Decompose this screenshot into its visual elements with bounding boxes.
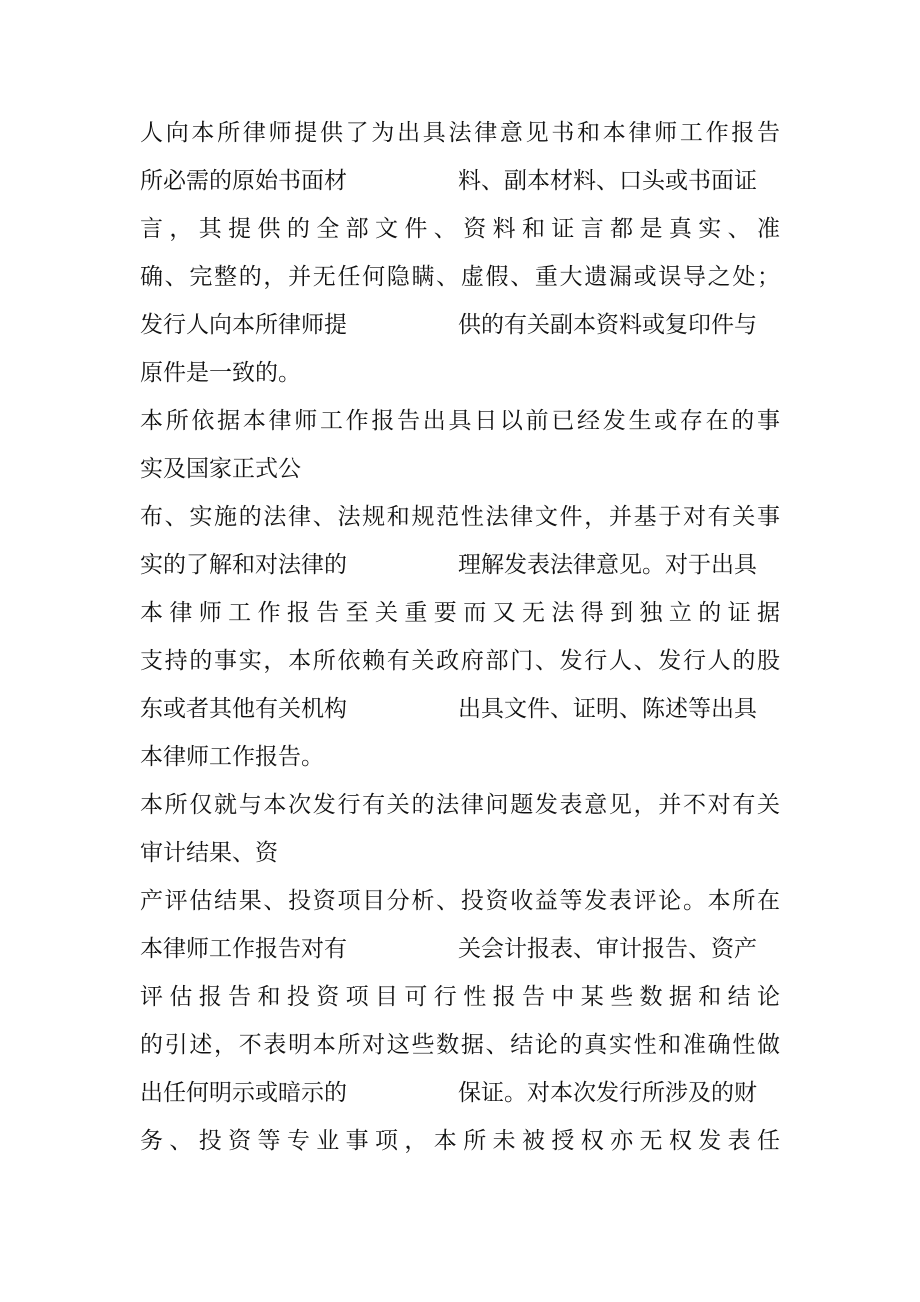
text-segment-right: 出具文件、证明、陈述等出具 [458, 696, 757, 722]
text-line: 本律师工作报告。 [140, 744, 324, 770]
text-line: 本所依据本律师工作报告出具日以前已经发生或存在的事 [140, 408, 780, 434]
text-segment-left: 出任何明示或暗示的 [140, 1080, 347, 1106]
text-line-split [140, 310, 780, 340]
text-line: 务、投资等专业事项，本所未被授权亦无权发表任 [140, 1128, 780, 1154]
text-line: 产评估结果、投资项目分析、投资收益等发表评论。本所在 [140, 888, 780, 914]
text-segment-right: 关会计报表、审计报告、资产 [458, 936, 757, 962]
text-segment-left: 所必需的原始书面材 [140, 168, 347, 194]
text-segment-right: 料、副本材料、口头或书面证 [458, 168, 757, 194]
text-segment-right: 供的有关副本资料或复印件与 [458, 312, 757, 338]
text-segment-left: 发行人向本所律师提 [140, 312, 347, 338]
text-segment-right: 保证。对本次发行所涉及的财 [458, 1080, 757, 1106]
text-segment-left: 本律师工作报告对有 [140, 936, 347, 962]
text-line-split [140, 934, 780, 964]
text-segment-right: 理解发表法律意见。对于出具 [458, 552, 757, 578]
text-segment-left: 东或者其他有关机构 [140, 696, 347, 722]
text-line: 支持的事实，本所依赖有关政府部门、发行人、发行人的股 [140, 648, 780, 674]
text-line: 实及国家正式公 [140, 456, 301, 482]
text-line-split [140, 166, 780, 196]
text-line: 本所仅就与本次发行有关的法律问题发表意见，并不对有关 [140, 792, 780, 818]
text-segment-left: 实的了解和对法律的 [140, 552, 347, 578]
text-line: 评估报告和投资项目可行性报告中某些数据和结论 [140, 984, 780, 1010]
text-line: 言，其提供的全部文件、资料和证言都是真实、准 [140, 216, 780, 242]
text-line: 原件是一致的。 [140, 360, 301, 386]
text-line: 确、完整的，并无任何隐瞒、虚假、重大遗漏或误导之处； [140, 264, 780, 290]
text-line: 审计结果、资 [140, 840, 278, 866]
text-line: 布、实施的法律、法规和规范性法律文件，并基于对有关事 [140, 504, 780, 530]
text-line-split [140, 550, 780, 580]
text-line-split [140, 1078, 780, 1108]
text-line-split [140, 694, 780, 724]
text-line: 的引述，不表明本所对这些数据、结论的真实性和准确性做 [140, 1032, 780, 1058]
text-line: 本律师工作报告至关重要而又无法得到独立的证据 [140, 600, 780, 626]
text-line: 人向本所律师提供了为出具法律意见书和本律师工作报告 [140, 120, 780, 146]
